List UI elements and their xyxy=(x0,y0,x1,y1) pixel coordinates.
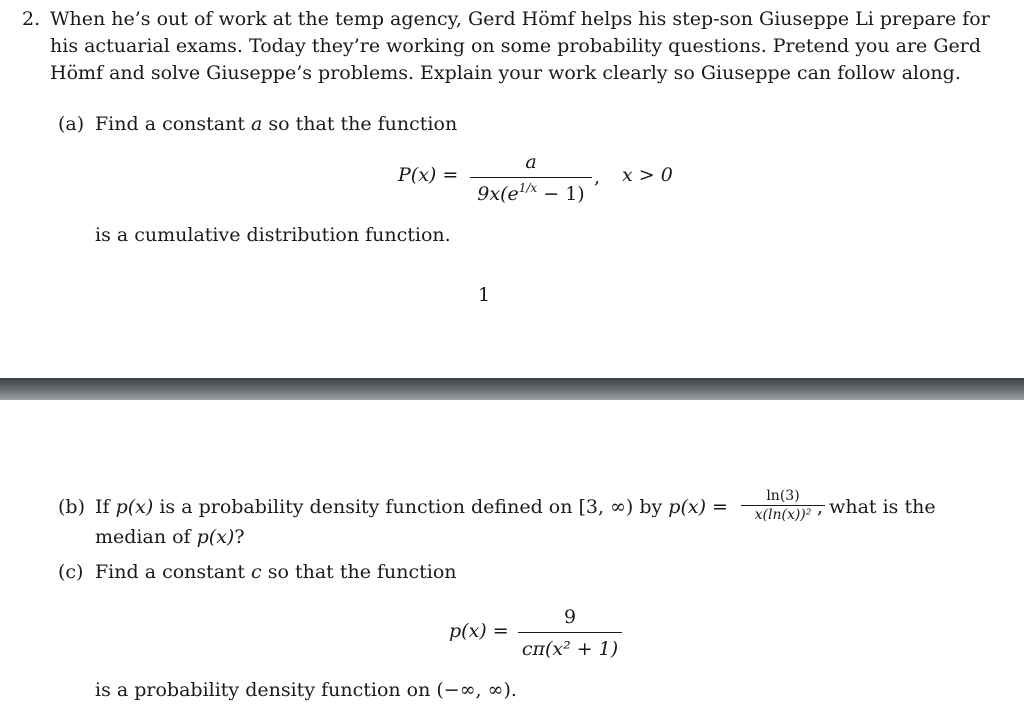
part-a-condition: x > 0 xyxy=(622,164,673,186)
part-c-conclusion: is a probability density function on (−∞, ∞). xyxy=(95,679,517,701)
page-separator xyxy=(0,378,1024,400)
intro-line-3: Hömf and solve Giuseppe’s problems. Explain your work clearly so Giuseppe can follow along. xyxy=(50,62,961,84)
intro-line-1: When he’s out of work at the temp agency, Gerd Hömf helps his step-son Giuseppe Li prepare for xyxy=(50,8,990,30)
part-b-denominator: x(ln(x))² xyxy=(754,507,812,523)
part-b-numerator: ln(3) xyxy=(766,488,800,504)
part-b-fraction xyxy=(741,488,825,523)
part-a-fraction xyxy=(470,151,592,205)
part-b-line-1: If p(x) is a probability density function defined on [3, ∞) by p(x) = xyxy=(95,496,728,518)
part-b-line-2: median of p(x)? xyxy=(95,526,245,548)
part-c-statement: Find a constant c so that the function xyxy=(95,561,457,583)
page-number: 1 xyxy=(478,284,491,306)
part-c-equation-lhs: p(x) = xyxy=(449,620,509,642)
part-c-fraction xyxy=(518,606,622,660)
part-a-statement: Find a constant a so that the function xyxy=(95,113,458,135)
part-a-numerator: a xyxy=(525,151,537,173)
part-a-denominator: $9x(e^{1/x} - 1)$ xyxy=(477,181,585,205)
part-c-denominator: cπ(x² + 1) xyxy=(521,638,619,660)
part-b-label: (b) xyxy=(58,496,85,518)
part-c-label: (c) xyxy=(58,561,84,583)
part-c-numerator: 9 xyxy=(563,606,577,628)
part-a-comma: , xyxy=(594,166,601,188)
part-a-equation-lhs: P(x) = xyxy=(398,164,459,186)
intro-line-2: his actuarial exams. Today they’re working on some probability questions. Pretend you are Gerd xyxy=(50,35,982,57)
problem-number: 2. xyxy=(22,8,41,30)
document-page-2 xyxy=(0,400,1024,713)
part-a-conclusion: is a cumulative distribution function. xyxy=(95,224,451,246)
part-b-line-1-end: , what is the xyxy=(817,496,936,518)
part-a-label: (a) xyxy=(58,113,85,135)
